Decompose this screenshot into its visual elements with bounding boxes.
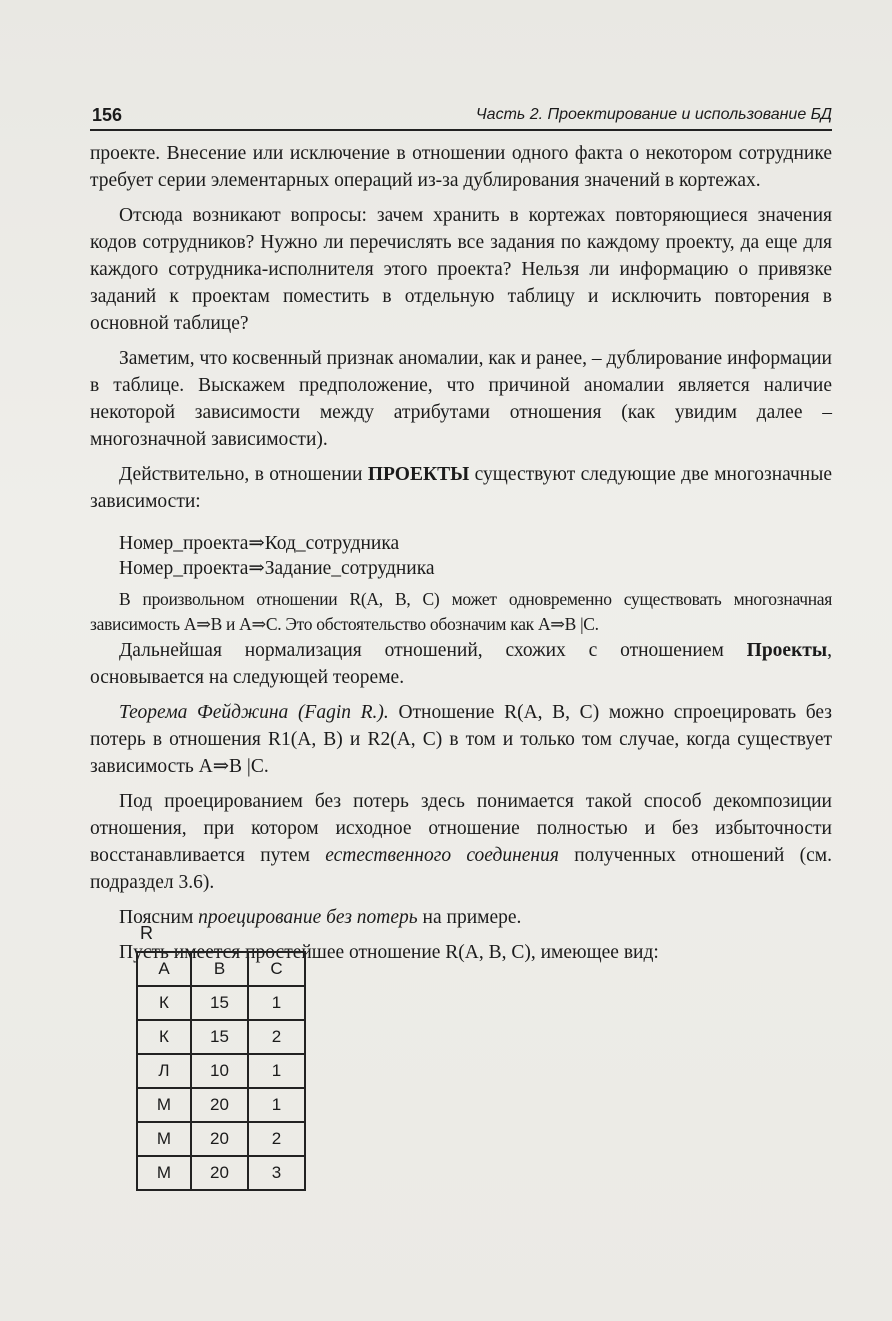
dependency-list	[90, 531, 832, 581]
table-row	[137, 1156, 305, 1190]
table-cell: 20	[191, 1122, 248, 1156]
paragraph-6-text-start: Дальнейшая нормализация отношений, схожих с отношением	[119, 640, 747, 661]
table-cell: 20	[191, 1156, 248, 1190]
relation-caption: R	[140, 923, 153, 943]
paragraph-8	[90, 788, 832, 896]
paragraph-9-text-start: Поясним	[119, 907, 199, 928]
paragraph-10: Пусть имеется простейшее отношение R(A, B, C), имеющее вид:	[119, 942, 659, 963]
table-cell: К	[137, 1020, 191, 1054]
paragraph-6-text-end: , основывается на следующей теореме.	[90, 640, 832, 688]
table-cell: 20	[191, 1088, 248, 1122]
paragraph-4-text-end: существуют следующие две многозначные зависимости:	[90, 464, 833, 512]
table-cell: К	[137, 986, 191, 1020]
relation-table	[136, 951, 306, 1191]
table-cell: М	[137, 1088, 191, 1122]
table-cell: 2	[248, 1122, 305, 1156]
table-row	[137, 1122, 305, 1156]
paragraph-9	[90, 904, 832, 931]
paragraph-7	[90, 699, 832, 780]
paragraph-4	[90, 461, 832, 515]
table-cell: М	[137, 1122, 191, 1156]
paragraph-8-text-end: полученных отношений (см. подраздел 3.6).	[90, 845, 832, 893]
dependency-1: Номер_проекта⇒Код_сотрудника	[119, 533, 400, 554]
table-cell: 1	[248, 1088, 305, 1122]
natural-join-term: естественного соединения	[325, 845, 559, 866]
table-cell: 15	[191, 986, 248, 1020]
relation-name-proekty: ПРОЕКТЫ	[367, 464, 470, 485]
paragraph-9-text-end: на примере.	[417, 907, 522, 928]
body-text	[90, 140, 832, 966]
table-cell: 10	[191, 1054, 248, 1088]
table-header-row	[137, 952, 305, 986]
relation-name-proekty-2: Проекты	[746, 640, 828, 661]
running-title: Часть 2. Проектирование и использование БД	[475, 106, 832, 123]
table-row	[137, 986, 305, 1020]
paragraph-8-text-start: Под проецированием без потерь здесь понимается такой способ декомпозиции отношения, при котором исходное отношение полностью и без избыточности восстанавливается путем	[90, 791, 832, 866]
table-row	[137, 1054, 305, 1088]
table-row	[137, 1088, 305, 1122]
table-cell: 1	[248, 1054, 305, 1088]
paragraph-2: Отсюда возникают вопросы: зачем хранить в кортежах повторяющиеся значения кодов сотрудников? Нужно ли перечислять все задания по каждому проекту, да еще для каждого сотрудника-исполнителя этого проекта? Нельзя ли информацию о привязке заданий к проектам поместить в отдельную таблицу и исключить повторения в основной таблице?	[90, 205, 832, 334]
paragraph-6	[90, 637, 832, 691]
paragraph-5: В произвольном отношении R(A, B, C) может одновременно существовать многозначная зависимость A⇒B и A⇒C. Это обстоятельство обозначим как A⇒B |C.	[90, 589, 832, 634]
dependency-2: Номер_проекта⇒Задание_сотрудника	[119, 558, 435, 579]
table-cell: 15	[191, 1020, 248, 1054]
table-cell: 3	[248, 1156, 305, 1190]
table-cell: 1	[248, 986, 305, 1020]
paragraph-4-text-start: Действительно, в отношении	[119, 464, 368, 485]
column-header: C	[248, 952, 305, 986]
table-row	[137, 1020, 305, 1054]
page-number: 156	[92, 105, 123, 125]
paragraph-1: проекте. Внесение или исключение в отношении одного факта о некотором сотруднике требует серии элементарных операций из-за дублирования значений в кортежах.	[90, 143, 832, 191]
page-header	[90, 103, 832, 131]
table-cell: 2	[248, 1020, 305, 1054]
theorem-text: Отношение R(A, B, C) можно спроецировать без потерь в отношения R1(A, B) и R2(A, C) в том и только том случае, когда существует зависимость A⇒B |C.	[90, 702, 832, 777]
table-cell: Л	[137, 1054, 191, 1088]
table-cell: М	[137, 1156, 191, 1190]
paragraph-3: Заметим, что косвенный признак аномалии, как и ранее, – дублирование информации в таблице. Выскажем предположение, что причиной аномалии является наличие некоторой зависимости между атрибутами отношения (как увидим далее – многозначной зависимости).	[90, 348, 832, 450]
lossless-projection-term: проецирование без потерь	[198, 907, 418, 928]
column-header: A	[137, 952, 191, 986]
column-header: B	[191, 952, 248, 986]
theorem-title: Теорема Фейджина (Fagin R.).	[119, 702, 389, 723]
